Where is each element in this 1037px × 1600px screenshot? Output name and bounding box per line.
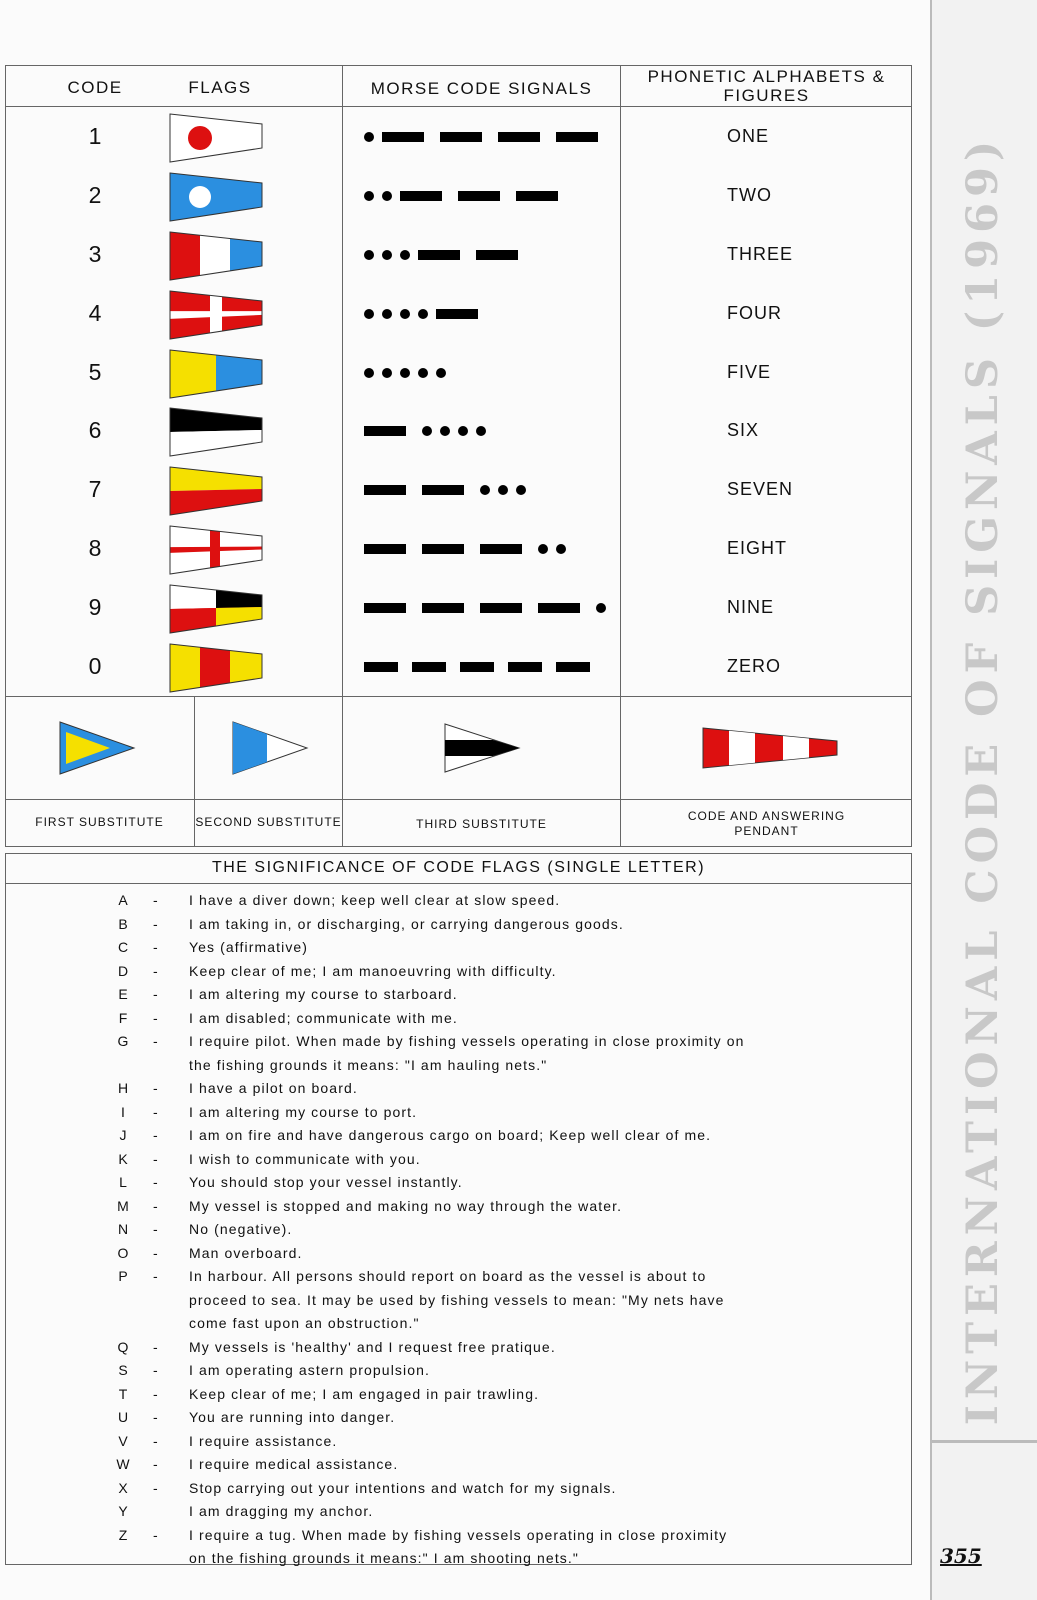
signal-meaning: come fast upon an obstruction." (189, 1315, 420, 1331)
third-substitute-label: THIRD SUBSTITUTE (416, 817, 547, 831)
row-word: NINE (727, 596, 775, 617)
morse-dash (364, 426, 406, 436)
morse-dash (418, 250, 460, 260)
numeral-flag (168, 230, 264, 282)
morse-dash (436, 309, 478, 319)
signal-meaning: I am taking in, or discharging, or carrying dangerous goods. (189, 915, 624, 932)
signal-meaning: I am altering my course to starboard. (189, 986, 458, 1002)
numeral-flag (168, 642, 264, 694)
signal-meaning: I require a tug. When made by fishing vessels operating in close proximity (189, 1526, 728, 1543)
morse-dot (364, 368, 374, 378)
side-divider (930, 0, 932, 1600)
header-phonetic (621, 67, 912, 105)
morse-dash (422, 544, 464, 554)
row-digit: 4 (88, 299, 102, 326)
signal-dash: - (153, 1479, 158, 1496)
row-digit: 3 (88, 241, 102, 267)
morse-dash (400, 191, 442, 201)
signal-dash: - (153, 1150, 158, 1167)
row-word: ZERO (727, 655, 782, 676)
signal-meaning: I have a diver down; keep well clear at slow speed. (189, 892, 561, 908)
row-digit: 9 (88, 593, 102, 620)
signal-letter: J (119, 1127, 127, 1143)
signal-letter: Z (118, 1526, 128, 1543)
signal-meaning: I require pilot. When made by fishing vessels operating in close proximity on (189, 1033, 745, 1049)
signal-meaning: I wish to communicate with you. (189, 1150, 421, 1167)
morse-dash (538, 603, 580, 613)
signal-letter: O (117, 1244, 129, 1261)
signal-meaning: You are running into danger. (189, 1409, 396, 1425)
row-digit: 5 (88, 358, 102, 385)
signal-dash: - (153, 1127, 158, 1143)
signal-letter: B (118, 915, 128, 932)
morse-dot (418, 309, 428, 319)
morse-dash (422, 485, 464, 495)
morse-dash (364, 485, 406, 495)
page-number: 355 (940, 1544, 982, 1568)
pendant-label-line1: CODE AND ANSWERING (687, 809, 846, 823)
signal-meaning: I am dragging my anchor. (189, 1503, 374, 1519)
morse-dash (364, 544, 406, 554)
signal-dash: - (153, 1103, 158, 1120)
side-rule (930, 1440, 1037, 1443)
morse-dash (382, 132, 424, 142)
signal-meaning: You should stop your vessel instantly. (189, 1174, 463, 1190)
signal-meaning: Yes (affirmative) (189, 939, 309, 955)
signal-letter: N (117, 1221, 129, 1237)
side-title: INTERNATIONAL CODE OF SIGNALS (1969) (958, 134, 1008, 1426)
signal-meaning: I am on fire and have dangerous cargo on board; Keep well clear of me. (189, 1127, 712, 1143)
signal-letter: M (117, 1197, 129, 1214)
row-digit: 7 (88, 476, 102, 503)
morse-dash (516, 191, 558, 201)
signal-meaning: My vessel is stopped and making no way through the water. (189, 1197, 623, 1214)
morse-dot (556, 544, 566, 554)
numeral-flag (168, 524, 264, 576)
morse-dot (400, 250, 410, 260)
row-word: FOUR (727, 302, 782, 323)
signal-letter: E (118, 986, 128, 1002)
signal-dash: - (153, 1174, 158, 1190)
signal-dash: - (153, 1385, 158, 1402)
signal-letter: P (118, 1268, 128, 1284)
signal-dash: - (153, 1432, 158, 1449)
third-substitute-flag (443, 722, 523, 774)
morse-dot (382, 250, 392, 260)
signal-meaning: the fishing grounds it means: "I am hauling nets." (189, 1056, 548, 1073)
morse-dot (364, 250, 374, 260)
significance-rule (5, 883, 912, 884)
signal-meaning: Keep clear of me; I am engaged in pair trawling. (189, 1385, 540, 1402)
signal-letter: V (118, 1432, 128, 1449)
signal-letter: L (119, 1174, 127, 1190)
signal-dash: - (153, 986, 158, 1002)
signal-letter: C (117, 939, 129, 955)
signal-meaning: No (negative). (189, 1221, 293, 1237)
morse-dash (480, 603, 522, 613)
signal-dash: - (153, 1033, 158, 1049)
morse-dash (508, 662, 542, 672)
signal-meaning: proceed to sea. It may be used by fishing vessels to mean: "My nets have (189, 1291, 725, 1308)
row-digit: 8 (88, 535, 102, 561)
header-phonetic-line1: PHONETIC ALPHABETS & (647, 67, 886, 86)
numeral-flag (168, 171, 264, 223)
signal-letter: W (116, 1456, 130, 1472)
morse-dash (364, 662, 398, 672)
row-word: SIX (727, 420, 760, 441)
answering-pendant-flag (701, 726, 841, 770)
morse-dash (460, 662, 494, 672)
second-substitute-flag (231, 720, 311, 776)
numeral-flag (168, 112, 264, 164)
morse-dot (400, 309, 410, 319)
signal-meaning: I have a pilot on board. (189, 1080, 358, 1096)
signal-dash: - (153, 1221, 158, 1237)
morse-dash (476, 250, 518, 260)
signal-letter: K (118, 1150, 128, 1167)
header-flags: FLAGS (188, 78, 252, 97)
signal-letter: H (117, 1080, 129, 1096)
signal-meaning: My vessels is 'healthy' and I request free pratique. (189, 1338, 556, 1355)
morse-dot (596, 603, 606, 613)
signal-meaning: Keep clear of me; I am manoeuvring with difficulty. (189, 962, 557, 979)
pendant-label-line2: PENDANT (734, 824, 799, 838)
numeral-flag (168, 583, 264, 635)
row-word: EIGHT (727, 538, 788, 558)
morse-dot (538, 544, 548, 554)
morse-dash (556, 132, 598, 142)
morse-dash (498, 132, 540, 142)
morse-dot (382, 309, 392, 319)
header-morse: MORSE CODE SIGNALS (370, 79, 593, 98)
signal-letter: A (118, 892, 128, 908)
signal-meaning: I require assistance. (189, 1432, 338, 1449)
first-substitute-flag (58, 720, 138, 776)
signal-meaning: I require medical assistance. (189, 1456, 399, 1472)
morse-dash (440, 132, 482, 142)
signal-dash: - (153, 939, 158, 955)
signal-dash: - (153, 915, 158, 932)
row-word: FIVE (727, 361, 772, 382)
morse-dot (364, 309, 374, 319)
row-word: SEVEN (727, 479, 794, 500)
signal-letter: S (118, 1362, 128, 1378)
row-word: ONE (727, 126, 770, 147)
morse-dash (364, 603, 406, 613)
col-divider-2 (620, 65, 621, 847)
signal-meaning: I am altering my course to port. (189, 1103, 418, 1120)
header-rule (5, 106, 912, 107)
signal-letter: T (118, 1385, 128, 1402)
signal-dash: - (153, 1080, 158, 1096)
signal-meaning: Man overboard. (189, 1244, 303, 1261)
morse-dash (556, 662, 590, 672)
signal-dash: - (153, 1009, 158, 1026)
signal-dash: - (153, 1268, 158, 1284)
row-word: THREE (727, 244, 794, 264)
label-rule (5, 799, 912, 800)
signal-letter: D (117, 962, 129, 979)
signal-meaning: on the fishing grounds it means:" I am shooting nets." (189, 1550, 579, 1566)
row-digit: 0 (88, 652, 102, 679)
morse-dash (412, 662, 446, 672)
numeral-flag (168, 406, 264, 458)
numeral-flag (168, 289, 264, 341)
row-digit: 6 (88, 417, 102, 444)
signal-letter: I (121, 1103, 125, 1120)
signal-meaning: I am operating astern propulsion. (189, 1362, 430, 1378)
signal-letter: X (118, 1479, 128, 1496)
substitute-rule (5, 696, 912, 697)
morse-dot (418, 368, 428, 378)
signal-letter: Y (118, 1503, 128, 1519)
row-digit: 1 (88, 123, 102, 150)
signal-dash: - (153, 1409, 158, 1425)
signal-meaning: In harbour. All persons should report on board as the vessel is about to (189, 1268, 707, 1284)
first-substitute-label: FIRST SUBSTITUTE (35, 815, 164, 829)
signal-letter: Q (117, 1338, 129, 1355)
signal-letter: F (118, 1009, 128, 1026)
morse-dot (400, 368, 410, 378)
numeral-flag (168, 465, 264, 517)
morse-dot (436, 368, 446, 378)
signal-meaning: Stop carrying out your intentions and watch for my signals. (189, 1479, 617, 1496)
signal-dash: - (153, 1244, 158, 1261)
morse-dot (382, 368, 392, 378)
numeral-flag (168, 348, 264, 400)
row-digit: 2 (88, 182, 102, 209)
morse-dash (458, 191, 500, 201)
header-code: CODE (67, 78, 123, 97)
col-divider-1 (342, 65, 343, 847)
signal-dash: - (153, 1362, 158, 1378)
signal-letter: U (117, 1409, 129, 1425)
signal-meaning: I am disabled; communicate with me. (189, 1009, 458, 1026)
pendant-label (621, 809, 912, 839)
signal-dash: - (153, 1197, 158, 1214)
signal-dash: - (153, 1456, 158, 1472)
signal-letter: G (117, 1033, 129, 1049)
morse-dash (422, 603, 464, 613)
second-substitute-label: SECOND SUBSTITUTE (195, 815, 342, 829)
morse-dash (480, 544, 522, 554)
significance-title: THE SIGNIFICANCE OF CODE FLAGS (SINGLE LETTER) (211, 859, 706, 876)
signal-dash: - (153, 1526, 158, 1543)
signal-dash: - (153, 962, 158, 979)
signal-dash: - (153, 892, 158, 908)
row-word: TWO (727, 185, 772, 206)
signal-dash: - (153, 1338, 158, 1355)
header-phonetic-line2: FIGURES (723, 86, 810, 105)
